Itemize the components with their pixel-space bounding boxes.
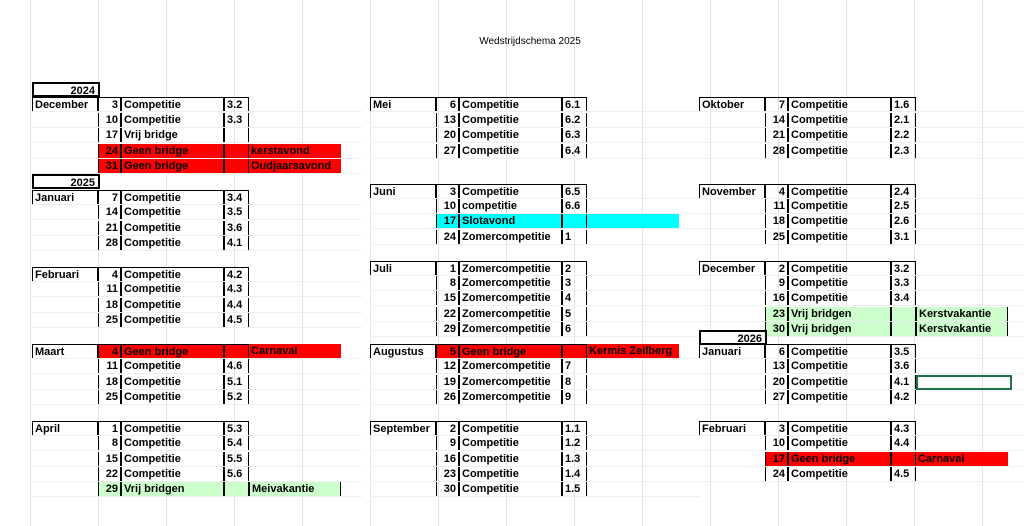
schedule-row[interactable] [370, 344, 690, 359]
event-name[interactable]: Competitie [788, 436, 891, 451]
event-name[interactable]: Competitie [788, 184, 891, 199]
schedule-row[interactable] [32, 375, 352, 390]
event-name[interactable]: Competitie [121, 436, 224, 451]
date-cell[interactable]: 3 [98, 97, 121, 112]
event-name[interactable]: Zomercompetitie [459, 307, 562, 322]
schedule-row[interactable] [370, 199, 690, 214]
date-cell[interactable]: 4 [765, 184, 788, 199]
date-cell[interactable]: 8 [436, 276, 459, 291]
round-code[interactable]: 5.5 [224, 452, 249, 467]
event-name[interactable]: Competitie [788, 421, 891, 436]
event-name[interactable]: Competitie [788, 144, 891, 159]
round-code[interactable]: 5.4 [224, 436, 249, 451]
schedule-row[interactable] [370, 359, 690, 374]
date-cell[interactable]: 30 [765, 322, 788, 337]
round-code[interactable]: 2.4 [891, 184, 916, 199]
event-name[interactable]: Competitie [788, 230, 891, 245]
schedule-row[interactable] [32, 267, 352, 282]
event-name[interactable]: Competitie [788, 113, 891, 128]
schedule-row[interactable] [370, 276, 690, 291]
schedule-row[interactable] [699, 467, 1019, 482]
date-cell[interactable]: 6 [436, 97, 459, 112]
date-cell[interactable]: 23 [436, 467, 459, 482]
schedule-row[interactable] [32, 159, 352, 174]
schedule-row[interactable] [699, 261, 1019, 276]
event-name[interactable]: Competitie [459, 482, 562, 497]
month-label: November [699, 184, 765, 199]
event-name[interactable]: Competitie [121, 267, 224, 282]
round-code[interactable]: 6.5 [562, 184, 587, 199]
event-note[interactable]: Meivakantie [249, 482, 341, 497]
event-name[interactable]: Zomercompetitie [459, 322, 562, 337]
event-name[interactable]: Geen bridge [788, 452, 891, 467]
round-code[interactable]: 1.5 [562, 482, 587, 497]
event-name[interactable]: Vrij bridgen [788, 307, 891, 322]
date-cell[interactable]: 10 [436, 199, 459, 214]
round-code[interactable]: 3.6 [224, 221, 249, 236]
event-note[interactable]: Carnaval [916, 452, 1008, 467]
month-label: Maart [32, 344, 98, 359]
round-code[interactable]: 3.1 [891, 230, 916, 245]
schedule-row[interactable] [370, 261, 690, 276]
round-code[interactable]: 6 [562, 322, 587, 337]
round-code[interactable]: 7 [562, 359, 587, 374]
schedule-row[interactable] [370, 214, 690, 229]
schedule-row[interactable] [32, 359, 352, 374]
month-label: Mei [370, 97, 436, 112]
schedule-row[interactable] [370, 436, 690, 451]
schedule-row[interactable] [699, 421, 1019, 436]
schedule-row[interactable] [370, 452, 690, 467]
event-note[interactable]: Kermis Zeilberg [587, 344, 679, 359]
event-note[interactable]: kerstavond [249, 144, 341, 159]
date-cell[interactable]: 10 [765, 436, 788, 451]
date-cell[interactable]: 7 [765, 97, 788, 112]
round-code[interactable]: 4.4 [224, 298, 249, 313]
round-code[interactable] [891, 452, 916, 467]
date-cell[interactable]: 6 [765, 344, 788, 359]
date-cell[interactable]: 19 [436, 375, 459, 390]
round-code[interactable] [224, 482, 249, 497]
date-cell[interactable]: 18 [98, 298, 121, 313]
event-name[interactable]: Competitie [788, 214, 891, 229]
schedule-row[interactable] [699, 184, 1019, 199]
event-name[interactable]: Competitie [121, 113, 224, 128]
round-code[interactable]: 2.3 [891, 144, 916, 159]
event-name[interactable]: Competitie [121, 421, 224, 436]
date-cell[interactable]: 22 [436, 307, 459, 322]
date-cell[interactable]: 25 [98, 390, 121, 405]
date-cell[interactable]: 26 [436, 390, 459, 405]
schedule-row[interactable] [699, 276, 1019, 291]
event-name[interactable]: Geen bridge [121, 344, 224, 359]
round-code[interactable]: 2.1 [891, 113, 916, 128]
round-code[interactable] [891, 322, 916, 337]
date-cell[interactable]: 24 [436, 230, 459, 245]
event-name[interactable]: Competitie [121, 205, 224, 220]
schedule-row[interactable] [699, 359, 1019, 374]
event-name[interactable]: Competitie [788, 375, 891, 390]
round-code[interactable]: 4.6 [224, 359, 249, 374]
month-label: December [32, 97, 98, 112]
event-name[interactable]: Competitie [788, 199, 891, 214]
event-note[interactable]: Oudjaarsavond [249, 159, 341, 174]
round-code[interactable]: 4 [562, 291, 587, 306]
schedule-row[interactable] [32, 144, 352, 159]
date-cell[interactable]: 15 [98, 452, 121, 467]
round-code[interactable]: 6.3 [562, 128, 587, 143]
date-cell[interactable]: 20 [436, 128, 459, 143]
schedule-row[interactable] [32, 113, 352, 128]
schedule-row[interactable] [32, 436, 352, 451]
event-name[interactable]: Zomercompetitie [459, 276, 562, 291]
round-code[interactable] [224, 344, 249, 359]
event-name[interactable]: Competitie [121, 359, 224, 374]
round-code[interactable]: 4.1 [891, 375, 916, 390]
schedule-row[interactable] [32, 467, 352, 482]
date-cell[interactable]: 12 [436, 359, 459, 374]
month-label: Januari [699, 344, 765, 359]
round-code[interactable]: 3 [562, 276, 587, 291]
schedule-row[interactable] [32, 205, 352, 220]
schedule-row[interactable] [699, 128, 1019, 143]
round-code[interactable]: 3.3 [891, 276, 916, 291]
schedule-row[interactable] [370, 230, 690, 245]
event-name[interactable]: Zomercompetitie [459, 261, 562, 276]
round-code[interactable]: 3.2 [891, 261, 916, 276]
schedule-row[interactable] [370, 291, 690, 306]
schedule-row[interactable] [370, 307, 690, 322]
schedule-row[interactable] [370, 390, 690, 405]
schedule-row[interactable] [370, 375, 690, 390]
date-cell[interactable]: 21 [98, 221, 121, 236]
event-name[interactable]: Competitie [121, 390, 224, 405]
event-name[interactable]: Vrij bridgen [121, 482, 224, 497]
round-code[interactable]: 2 [562, 261, 587, 276]
date-cell[interactable]: 25 [98, 313, 121, 328]
round-code[interactable]: 3.6 [891, 359, 916, 374]
date-cell[interactable]: 27 [436, 144, 459, 159]
schedule-row[interactable] [370, 467, 690, 482]
event-name[interactable]: Competitie [459, 436, 562, 451]
schedule-row[interactable] [32, 128, 352, 143]
event-name[interactable]: Competitie [788, 97, 891, 112]
event-name[interactable]: Geen bridge [459, 344, 562, 359]
schedule-row[interactable] [370, 421, 690, 436]
round-code[interactable]: 3.5 [224, 205, 249, 220]
round-code[interactable]: 4.3 [891, 421, 916, 436]
schedule-row[interactable] [699, 113, 1019, 128]
sheet-title: Wedstrijdschema 2025 [479, 36, 581, 47]
event-name[interactable]: Vrij bridgen [788, 322, 891, 337]
round-code[interactable]: 4.4 [891, 436, 916, 451]
schedule-row[interactable] [699, 452, 1019, 467]
schedule-row[interactable] [370, 144, 690, 159]
round-code[interactable] [224, 128, 249, 143]
event-name[interactable]: Competitie [121, 298, 224, 313]
schedule-row[interactable] [32, 97, 352, 112]
event-name[interactable]: Zomercompetitie [459, 291, 562, 306]
date-cell[interactable]: 27 [765, 390, 788, 405]
schedule-row[interactable] [699, 307, 1019, 322]
schedule-row[interactable] [699, 214, 1019, 229]
event-name[interactable]: Competitie [788, 390, 891, 405]
event-name[interactable]: Zomercompetitie [459, 375, 562, 390]
event-name[interactable]: Competitie [788, 467, 891, 482]
month-label: Januari [32, 190, 98, 205]
date-cell[interactable]: 4 [98, 344, 121, 359]
date-cell[interactable]: 9 [765, 276, 788, 291]
date-cell[interactable]: 1 [436, 261, 459, 276]
date-cell[interactable]: 7 [98, 190, 121, 205]
round-code[interactable]: 4.3 [224, 282, 249, 297]
round-code[interactable]: 4.1 [224, 236, 249, 251]
month-label: Augustus [370, 344, 436, 359]
event-note[interactable]: Kerstvakantie [916, 322, 1008, 337]
date-cell[interactable]: 16 [436, 452, 459, 467]
date-cell[interactable]: 14 [765, 113, 788, 128]
schedule-row[interactable] [32, 236, 352, 251]
event-name[interactable]: Competitie [459, 113, 562, 128]
date-cell[interactable]: 15 [436, 291, 459, 306]
event-name[interactable]: Competitie [121, 221, 224, 236]
date-cell[interactable]: 5 [436, 344, 459, 359]
event-name[interactable]: Competitie [788, 291, 891, 306]
date-cell[interactable]: 2 [765, 261, 788, 276]
event-name[interactable]: Competitie [121, 97, 224, 112]
event-name[interactable]: Geen bridge [121, 144, 224, 159]
month-label: Juli [370, 261, 436, 276]
event-name[interactable]: Competitie [121, 236, 224, 251]
date-cell[interactable]: 29 [436, 322, 459, 337]
month-label: September [370, 421, 436, 436]
round-code[interactable]: 3.4 [224, 190, 249, 205]
date-cell[interactable]: 11 [765, 199, 788, 214]
date-cell[interactable]: 23 [765, 307, 788, 322]
date-cell[interactable]: 21 [765, 128, 788, 143]
date-cell[interactable]: 2 [436, 421, 459, 436]
round-code[interactable]: 1.3 [562, 452, 587, 467]
round-code[interactable]: 4.5 [224, 313, 249, 328]
schedule-row[interactable] [32, 313, 352, 328]
event-name[interactable]: Competitie [788, 261, 891, 276]
round-code[interactable]: 5.2 [224, 390, 249, 405]
schedule-row[interactable] [32, 421, 352, 436]
round-code[interactable]: 3.2 [224, 97, 249, 112]
schedule-row[interactable] [370, 113, 690, 128]
date-cell[interactable]: 14 [98, 205, 121, 220]
event-note[interactable] [587, 214, 679, 229]
schedule-row[interactable] [32, 344, 352, 359]
schedule-row[interactable] [699, 199, 1019, 214]
round-code[interactable]: 2.6 [891, 214, 916, 229]
round-code[interactable]: 5 [562, 307, 587, 322]
schedule-row[interactable] [699, 144, 1019, 159]
event-name[interactable]: Slotavond [459, 214, 562, 229]
date-cell[interactable]: 20 [765, 375, 788, 390]
date-cell[interactable]: 24 [765, 467, 788, 482]
event-name[interactable]: Zomercompetitie [459, 390, 562, 405]
event-name[interactable]: Competitie [459, 421, 562, 436]
event-name[interactable]: Competitie [121, 190, 224, 205]
round-code[interactable]: 3.3 [224, 113, 249, 128]
round-code[interactable]: 5.3 [224, 421, 249, 436]
date-cell[interactable]: 17 [765, 452, 788, 467]
round-code[interactable]: 2.5 [891, 199, 916, 214]
date-cell[interactable]: 16 [765, 291, 788, 306]
round-code[interactable] [224, 159, 249, 174]
date-cell[interactable]: 28 [765, 144, 788, 159]
event-note[interactable]: Carnaval [249, 344, 341, 359]
round-code[interactable]: 1.2 [562, 436, 587, 451]
schedule-row[interactable] [32, 452, 352, 467]
round-code[interactable]: 2.2 [891, 128, 916, 143]
event-name[interactable]: Geen bridge [121, 159, 224, 174]
event-name[interactable]: Vrij bridge [121, 128, 224, 143]
round-code[interactable]: 4.2 [224, 267, 249, 282]
date-cell[interactable]: 25 [765, 230, 788, 245]
round-code[interactable]: 5.6 [224, 467, 249, 482]
round-code[interactable]: 3.4 [891, 291, 916, 306]
date-cell[interactable]: 18 [98, 375, 121, 390]
event-name[interactable]: Competitie [121, 452, 224, 467]
year-label: 2026 [699, 330, 767, 345]
event-name[interactable]: Competitie [121, 375, 224, 390]
date-cell[interactable]: 30 [436, 482, 459, 497]
date-cell[interactable]: 18 [765, 214, 788, 229]
date-cell[interactable]: 29 [98, 482, 121, 497]
schedule-row[interactable] [32, 298, 352, 313]
round-code[interactable]: 8 [562, 375, 587, 390]
event-name[interactable]: Competitie [788, 359, 891, 374]
schedule-row[interactable] [699, 291, 1019, 306]
round-code[interactable]: 5.1 [224, 375, 249, 390]
schedule-row[interactable] [32, 282, 352, 297]
schedule-row[interactable] [32, 221, 352, 236]
round-code[interactable]: 4.5 [891, 467, 916, 482]
selected-cell[interactable] [916, 375, 1012, 390]
schedule-row[interactable] [32, 190, 352, 205]
year-label: 2024 [32, 82, 100, 97]
round-code[interactable]: 3.5 [891, 344, 916, 359]
date-cell[interactable]: 17 [98, 128, 121, 143]
date-cell[interactable]: 11 [98, 282, 121, 297]
event-name[interactable]: Competitie [121, 282, 224, 297]
event-name[interactable]: Competitie [459, 467, 562, 482]
schedule-row[interactable] [32, 482, 352, 497]
month-label: December [699, 261, 765, 276]
event-name[interactable]: Zomercompetitie [459, 359, 562, 374]
month-label: Februari [32, 267, 98, 282]
round-code[interactable]: 1.4 [562, 467, 587, 482]
event-name[interactable]: Competitie [788, 276, 891, 291]
month-label: Februari [699, 421, 765, 436]
round-code[interactable]: 1.6 [891, 97, 916, 112]
event-name[interactable]: Competitie [121, 313, 224, 328]
event-name[interactable]: Competitie [459, 97, 562, 112]
date-cell[interactable]: 9 [436, 436, 459, 451]
round-code[interactable]: 6.1 [562, 97, 587, 112]
schedule-row[interactable] [370, 184, 690, 199]
date-cell[interactable]: 4 [98, 267, 121, 282]
date-cell[interactable]: 28 [98, 236, 121, 251]
schedule-row[interactable] [699, 230, 1019, 245]
date-cell[interactable]: 1 [98, 421, 121, 436]
schedule-row[interactable] [370, 322, 690, 337]
schedule-row[interactable] [699, 436, 1019, 451]
event-name[interactable]: Competitie [788, 344, 891, 359]
round-code[interactable]: 4.2 [891, 390, 916, 405]
date-cell[interactable]: 10 [98, 113, 121, 128]
event-name[interactable]: Competitie [459, 128, 562, 143]
schedule-row[interactable] [699, 97, 1019, 112]
date-cell[interactable]: 17 [436, 214, 459, 229]
month-label: April [32, 421, 98, 436]
schedule-row[interactable] [370, 128, 690, 143]
schedule-row[interactable] [370, 482, 690, 497]
event-note[interactable]: Kerstvakantie [916, 307, 1008, 322]
date-cell[interactable]: 13 [436, 113, 459, 128]
month-label: Oktober [699, 97, 765, 112]
event-name[interactable]: Competitie [459, 144, 562, 159]
round-code[interactable]: 6.2 [562, 113, 587, 128]
round-code[interactable]: 6.4 [562, 144, 587, 159]
date-cell[interactable]: 3 [765, 421, 788, 436]
schedule-row[interactable] [32, 390, 352, 405]
date-cell[interactable]: 24 [98, 144, 121, 159]
event-name[interactable]: Competitie [459, 452, 562, 467]
date-cell[interactable]: 3 [436, 184, 459, 199]
date-cell[interactable]: 11 [98, 359, 121, 374]
schedule-row[interactable] [699, 390, 1019, 405]
event-name[interactable]: Zomercompetitie [459, 230, 562, 245]
event-name[interactable]: Competitie [788, 128, 891, 143]
year-label: 2025 [32, 174, 100, 189]
date-cell[interactable]: 31 [98, 159, 121, 174]
round-code[interactable] [562, 344, 587, 359]
month-label: Juni [370, 184, 436, 199]
round-code[interactable]: 6.6 [562, 199, 587, 214]
date-cell[interactable]: 8 [98, 436, 121, 451]
round-code[interactable]: 1 [562, 230, 587, 245]
round-code[interactable]: 9 [562, 390, 587, 405]
event-name[interactable]: Competitie [459, 184, 562, 199]
date-cell[interactable]: 13 [765, 359, 788, 374]
round-code[interactable] [224, 144, 249, 159]
round-code[interactable] [891, 307, 916, 322]
schedule-row[interactable] [370, 97, 690, 112]
event-name[interactable]: Competitie [121, 467, 224, 482]
event-name[interactable]: competitie [459, 199, 562, 214]
round-code[interactable] [562, 214, 587, 229]
round-code[interactable]: 1.1 [562, 421, 587, 436]
date-cell[interactable]: 22 [98, 467, 121, 482]
